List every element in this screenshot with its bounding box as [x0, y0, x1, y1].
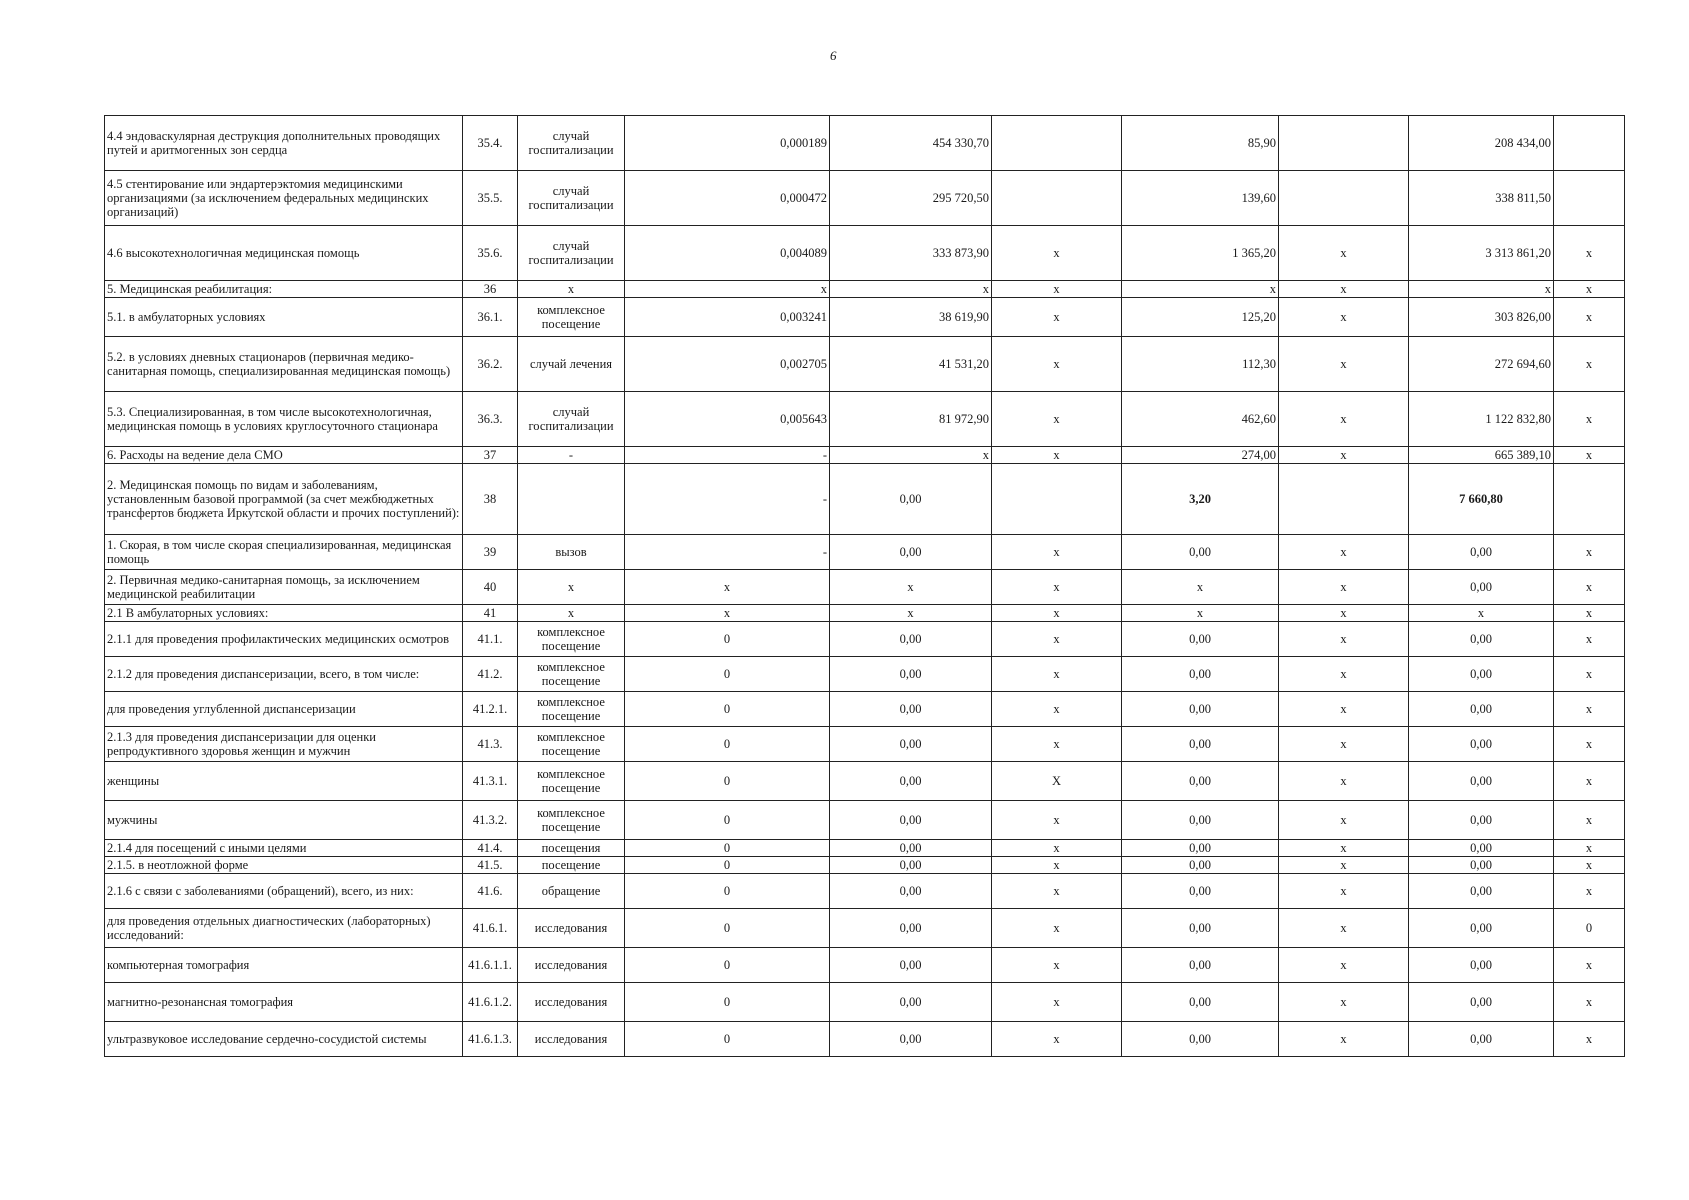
row-name-cell: 2. Первичная медико-санитарная помощь, за исключением медицинской реабилитации [105, 570, 463, 605]
row-name-cell: 2.1.1 для проведения профилактических медицинских осмотров [105, 622, 463, 657]
row-value-cell: х [830, 447, 992, 464]
row-code-cell: 41.6.1.2. [463, 983, 518, 1022]
row-value-cell: х [1279, 298, 1409, 337]
row-value-cell: х [1279, 840, 1409, 857]
row-code-cell: 41.3.2. [463, 801, 518, 840]
row-value-cell: 0,00 [1409, 840, 1554, 857]
row-name-cell: компьютерная томография [105, 948, 463, 983]
row-value-cell: 0,00 [830, 909, 992, 948]
row-value-cell [1554, 116, 1625, 171]
row-value-cell: 0,00 [830, 801, 992, 840]
row-value-cell: 0,00 [1409, 570, 1554, 605]
row-name-cell: 5.3. Специализированная, в том числе высокотехнологичная, медицинская помощь в условиях круглосуточного стационара [105, 392, 463, 447]
row-unit-cell: случай госпитализации [518, 116, 625, 171]
row-value-cell: 0,00 [1409, 948, 1554, 983]
table-row [105, 657, 1625, 692]
row-unit-cell: комплексное посещение [518, 692, 625, 727]
table-row [105, 874, 1625, 909]
row-value-cell: 0,003241 [625, 298, 830, 337]
row-value-cell: х [1554, 570, 1625, 605]
row-value-cell: 0,00 [1122, 983, 1279, 1022]
row-unit-cell: случай госпитализации [518, 226, 625, 281]
row-value-cell: 0 [625, 1022, 830, 1057]
table-row [105, 727, 1625, 762]
row-value-cell: 0,00 [1122, 762, 1279, 801]
row-value-cell: 0,00 [1409, 857, 1554, 874]
row-code-cell: 41.2. [463, 657, 518, 692]
row-value-cell: х [830, 281, 992, 298]
row-value-cell: 303 826,00 [1409, 298, 1554, 337]
table-row [105, 116, 1625, 171]
row-value-cell: 3 313 861,20 [1409, 226, 1554, 281]
table-row [105, 622, 1625, 657]
row-value-cell: х [625, 605, 830, 622]
row-value-cell: 0,00 [1409, 909, 1554, 948]
row-value-cell [992, 464, 1122, 535]
row-value-cell: х [1409, 281, 1554, 298]
row-unit-cell: исследования [518, 948, 625, 983]
table-row [105, 692, 1625, 727]
row-code-cell: 41.6.1.3. [463, 1022, 518, 1057]
row-value-cell: 0,00 [1122, 1022, 1279, 1057]
row-value-cell: х [1279, 1022, 1409, 1057]
row-value-cell: х [1279, 909, 1409, 948]
row-value-cell: 454 330,70 [830, 116, 992, 171]
table-row [105, 392, 1625, 447]
table-row [105, 337, 1625, 392]
row-value-cell: 665 389,10 [1409, 447, 1554, 464]
row-value-cell: 81 972,90 [830, 392, 992, 447]
row-value-cell: 112,30 [1122, 337, 1279, 392]
table-row [105, 535, 1625, 570]
row-name-cell: 4.6 высокотехнологичная медицинская помощь [105, 226, 463, 281]
row-name-cell: для проведения отдельных диагностических (лабораторных) исследований: [105, 909, 463, 948]
row-value-cell: х [1554, 622, 1625, 657]
row-value-cell: х [1279, 605, 1409, 622]
table-row [105, 226, 1625, 281]
row-value-cell: х [1554, 298, 1625, 337]
row-unit-cell: случай лечения [518, 337, 625, 392]
row-value-cell [1554, 464, 1625, 535]
table-row [105, 762, 1625, 801]
row-value-cell: х [830, 605, 992, 622]
row-code-cell: 36.1. [463, 298, 518, 337]
row-unit-cell: комплексное посещение [518, 622, 625, 657]
row-unit-cell: комплексное посещение [518, 727, 625, 762]
row-value-cell: - [625, 447, 830, 464]
row-value-cell: 0,00 [1409, 1022, 1554, 1057]
row-value-cell: 0,000189 [625, 116, 830, 171]
row-code-cell: 36.2. [463, 337, 518, 392]
row-value-cell: х [992, 570, 1122, 605]
row-value-cell: х [1279, 392, 1409, 447]
row-value-cell: - [625, 464, 830, 535]
row-unit-cell: комплексное посещение [518, 298, 625, 337]
row-value-cell: 333 873,90 [830, 226, 992, 281]
row-name-cell: 2.1.4 для посещений с иными целями [105, 840, 463, 857]
row-code-cell: 41.5. [463, 857, 518, 874]
row-value-cell: х [992, 909, 1122, 948]
row-value-cell: х [992, 298, 1122, 337]
row-value-cell: 0,00 [1122, 840, 1279, 857]
row-value-cell: 0,00 [1409, 874, 1554, 909]
row-value-cell [1279, 464, 1409, 535]
row-value-cell [992, 171, 1122, 226]
row-value-cell: х [1554, 874, 1625, 909]
row-unit-cell: комплексное посещение [518, 657, 625, 692]
row-value-cell: х [1554, 535, 1625, 570]
row-value-cell: х [1122, 570, 1279, 605]
row-value-cell: 0,00 [830, 535, 992, 570]
row-name-cell: женщины [105, 762, 463, 801]
row-value-cell: х [1279, 983, 1409, 1022]
row-value-cell: х [992, 535, 1122, 570]
row-value-cell: х [1554, 226, 1625, 281]
row-value-cell [992, 116, 1122, 171]
row-value-cell: х [1279, 801, 1409, 840]
table-row [105, 447, 1625, 464]
row-value-cell: 0 [625, 909, 830, 948]
row-value-cell: - [625, 535, 830, 570]
row-value-cell: х [1279, 535, 1409, 570]
table-row [105, 570, 1625, 605]
row-value-cell: 0 [625, 840, 830, 857]
row-value-cell: 0,00 [830, 840, 992, 857]
table-row [105, 1022, 1625, 1057]
row-value-cell: 38 619,90 [830, 298, 992, 337]
row-value-cell: х [1279, 727, 1409, 762]
row-value-cell: 0 [625, 857, 830, 874]
row-value-cell: х [1279, 226, 1409, 281]
row-code-cell: 41.6.1. [463, 909, 518, 948]
row-name-cell: 4.4 эндоваскулярная деструкция дополнительных проводящих путей и аритмогенных зон сердца [105, 116, 463, 171]
row-code-cell: 39 [463, 535, 518, 570]
table-row [105, 983, 1625, 1022]
row-value-cell: 0,00 [1409, 727, 1554, 762]
row-value-cell: х [992, 1022, 1122, 1057]
row-code-cell: 41.3.1. [463, 762, 518, 801]
row-value-cell: 0,00 [1122, 874, 1279, 909]
row-value-cell: 0 [625, 727, 830, 762]
row-value-cell: х [992, 840, 1122, 857]
row-code-cell: 41.6.1.1. [463, 948, 518, 983]
row-value-cell: 1 122 832,80 [1409, 392, 1554, 447]
row-code-cell: 40 [463, 570, 518, 605]
row-name-cell: ультразвуковое исследование сердечно-сосудистой системы [105, 1022, 463, 1057]
row-value-cell: 0,00 [1122, 948, 1279, 983]
row-unit-cell: посещения [518, 840, 625, 857]
row-value-cell: 0,00 [1409, 535, 1554, 570]
row-value-cell: х [1122, 281, 1279, 298]
row-value-cell: 0 [625, 874, 830, 909]
row-value-cell: х [992, 622, 1122, 657]
row-code-cell: 36.3. [463, 392, 518, 447]
row-code-cell: 38 [463, 464, 518, 535]
row-code-cell: 37 [463, 447, 518, 464]
row-value-cell: 0,00 [1122, 801, 1279, 840]
row-value-cell: 0 [625, 948, 830, 983]
table-row [105, 857, 1625, 874]
row-code-cell: 41.4. [463, 840, 518, 857]
row-value-cell: 0,00 [830, 762, 992, 801]
row-value-cell: 7 660,80 [1409, 464, 1554, 535]
row-value-cell: 0,00 [1409, 692, 1554, 727]
table-row [105, 801, 1625, 840]
row-name-cell: 5. Медицинская реабилитация: [105, 281, 463, 298]
row-value-cell: 0,00 [830, 727, 992, 762]
row-value-cell: х [1554, 948, 1625, 983]
row-code-cell: 36 [463, 281, 518, 298]
row-value-cell: х [992, 692, 1122, 727]
row-value-cell: х [1279, 281, 1409, 298]
row-code-cell: 35.6. [463, 226, 518, 281]
table-body [105, 116, 1625, 1057]
table-row [105, 948, 1625, 983]
row-value-cell: х [830, 570, 992, 605]
row-value-cell: 0,00 [1409, 657, 1554, 692]
row-name-cell: 2.1 В амбулаторных условиях: [105, 605, 463, 622]
row-value-cell: х [1279, 857, 1409, 874]
row-unit-cell: случай госпитализации [518, 171, 625, 226]
row-value-cell: 0,00 [1122, 727, 1279, 762]
row-value-cell: 295 720,50 [830, 171, 992, 226]
row-value-cell: х [992, 983, 1122, 1022]
row-value-cell: х [1554, 1022, 1625, 1057]
row-value-cell: х [1554, 281, 1625, 298]
row-value-cell: 0,00 [830, 464, 992, 535]
table-row [105, 298, 1625, 337]
table-row [105, 281, 1625, 298]
row-value-cell: х [992, 857, 1122, 874]
row-unit-cell: обращение [518, 874, 625, 909]
row-value-cell: х [1279, 622, 1409, 657]
table-row [105, 840, 1625, 857]
row-name-cell: 1. Скорая, в том числе скорая специализированная, медицинская помощь [105, 535, 463, 570]
row-unit-cell: исследования [518, 1022, 625, 1057]
row-value-cell: х [1554, 983, 1625, 1022]
row-value-cell: 0 [1554, 909, 1625, 948]
row-unit-cell: посещение [518, 857, 625, 874]
row-value-cell: х [992, 948, 1122, 983]
row-name-cell: для проведения углубленной диспансеризации [105, 692, 463, 727]
row-value-cell: х [1554, 692, 1625, 727]
row-value-cell [1279, 116, 1409, 171]
row-value-cell: 85,90 [1122, 116, 1279, 171]
table-row [105, 909, 1625, 948]
row-code-cell: 41 [463, 605, 518, 622]
row-value-cell: 338 811,50 [1409, 171, 1554, 226]
row-value-cell: X [992, 762, 1122, 801]
row-name-cell: магнитно-резонансная томография [105, 983, 463, 1022]
row-value-cell: 3,20 [1122, 464, 1279, 535]
row-value-cell: 208 434,00 [1409, 116, 1554, 171]
row-value-cell: 0,00 [1409, 801, 1554, 840]
row-value-cell: х [1554, 801, 1625, 840]
row-code-cell: 41.3. [463, 727, 518, 762]
row-code-cell: 41.1. [463, 622, 518, 657]
row-value-cell: х [992, 392, 1122, 447]
row-code-cell: 35.4. [463, 116, 518, 171]
row-value-cell: 0,00 [830, 657, 992, 692]
row-value-cell: х [1279, 762, 1409, 801]
row-value-cell: х [1554, 337, 1625, 392]
row-value-cell: х [1279, 337, 1409, 392]
row-unit-cell: комплексное посещение [518, 762, 625, 801]
row-value-cell: 462,60 [1122, 392, 1279, 447]
row-value-cell: х [1554, 857, 1625, 874]
row-code-cell: 35.5. [463, 171, 518, 226]
row-value-cell: х [992, 337, 1122, 392]
row-unit-cell: - [518, 447, 625, 464]
row-value-cell: 0 [625, 692, 830, 727]
page-number: 6 [830, 48, 837, 63]
row-value-cell: 0,00 [830, 692, 992, 727]
row-code-cell: 41.6. [463, 874, 518, 909]
row-value-cell: 0,00 [830, 857, 992, 874]
row-value-cell: 139,60 [1122, 171, 1279, 226]
row-unit-cell: исследования [518, 983, 625, 1022]
row-value-cell: 0,00 [1122, 857, 1279, 874]
row-name-cell: 6. Расходы на ведение дела СМО [105, 447, 463, 464]
row-value-cell: х [1554, 762, 1625, 801]
row-name-cell: 2.1.5. в неотложной форме [105, 857, 463, 874]
row-value-cell: 0,005643 [625, 392, 830, 447]
row-value-cell: х [625, 570, 830, 605]
row-name-cell: 2.1.6 с связи с заболеваниями (обращений), всего, из них: [105, 874, 463, 909]
row-value-cell: 0,00 [1122, 622, 1279, 657]
row-unit-cell: исследования [518, 909, 625, 948]
row-value-cell: 0 [625, 657, 830, 692]
row-name-cell: 5.1. в амбулаторных условиях [105, 298, 463, 337]
row-unit-cell: случай госпитализации [518, 392, 625, 447]
row-value-cell: 0 [625, 983, 830, 1022]
row-unit-cell: х [518, 605, 625, 622]
row-value-cell: 0,00 [830, 1022, 992, 1057]
row-name-cell: 4.5 стентирование или эндартерэктомия медицинскими организациями (за исключением федеральных медицинских организаций) [105, 171, 463, 226]
row-value-cell: 0,00 [1409, 983, 1554, 1022]
row-name-cell: 5.2. в условиях дневных стационаров (первичная медико-санитарная помощь, специализированная медицинская помощь) [105, 337, 463, 392]
row-value-cell: х [992, 727, 1122, 762]
row-value-cell: 0,00 [1122, 657, 1279, 692]
row-value-cell: 0,002705 [625, 337, 830, 392]
row-value-cell: 0,00 [1409, 762, 1554, 801]
row-value-cell: х [1279, 692, 1409, 727]
row-unit-cell: х [518, 281, 625, 298]
row-value-cell: х [625, 281, 830, 298]
row-value-cell: х [1554, 840, 1625, 857]
row-value-cell: 0 [625, 762, 830, 801]
row-name-cell: 2. Медицинская помощь по видам и заболеваниям, установленным базовой программой (за счет межбюджетных трансфертов бюджета Иркутской области и прочих поступлений): [105, 464, 463, 535]
row-value-cell: х [992, 226, 1122, 281]
table-row [105, 605, 1625, 622]
row-value-cell: 0,00 [1409, 622, 1554, 657]
cost-table [104, 115, 1625, 1057]
row-value-cell: х [1409, 605, 1554, 622]
row-value-cell: х [992, 447, 1122, 464]
row-value-cell: х [1554, 605, 1625, 622]
row-value-cell: 0,000472 [625, 171, 830, 226]
row-value-cell: 0,00 [830, 874, 992, 909]
row-value-cell: х [992, 657, 1122, 692]
row-value-cell: х [992, 605, 1122, 622]
row-value-cell: 274,00 [1122, 447, 1279, 464]
row-value-cell: 0,00 [830, 948, 992, 983]
table-row [105, 171, 1625, 226]
row-value-cell: 0,004089 [625, 226, 830, 281]
row-value-cell: 125,20 [1122, 298, 1279, 337]
row-value-cell: 1 365,20 [1122, 226, 1279, 281]
row-value-cell: х [1554, 657, 1625, 692]
row-unit-cell: х [518, 570, 625, 605]
table-row [105, 464, 1625, 535]
row-name-cell: мужчины [105, 801, 463, 840]
row-value-cell: х [1554, 392, 1625, 447]
row-value-cell: х [1279, 657, 1409, 692]
row-value-cell: 0,00 [1122, 535, 1279, 570]
row-value-cell: х [1279, 447, 1409, 464]
row-value-cell: х [1554, 447, 1625, 464]
row-value-cell: х [1279, 570, 1409, 605]
row-value-cell: х [1122, 605, 1279, 622]
row-value-cell: 0,00 [830, 983, 992, 1022]
row-name-cell: 2.1.3 для проведения диспансеризации для оценки репродуктивного здоровья женщин и мужчин [105, 727, 463, 762]
row-value-cell: х [1554, 727, 1625, 762]
row-unit-cell: вызов [518, 535, 625, 570]
row-unit-cell [518, 464, 625, 535]
row-value-cell [1554, 171, 1625, 226]
row-value-cell: х [1279, 948, 1409, 983]
row-value-cell: 0 [625, 801, 830, 840]
row-value-cell: 0,00 [1122, 692, 1279, 727]
row-value-cell: 0 [625, 622, 830, 657]
row-code-cell: 41.2.1. [463, 692, 518, 727]
row-value-cell: х [992, 874, 1122, 909]
row-value-cell: х [1279, 874, 1409, 909]
row-value-cell: 0,00 [830, 622, 992, 657]
row-value-cell: х [992, 281, 1122, 298]
row-value-cell: 0,00 [1122, 909, 1279, 948]
row-value-cell: 272 694,60 [1409, 337, 1554, 392]
row-value-cell [1279, 171, 1409, 226]
row-unit-cell: комплексное посещение [518, 801, 625, 840]
row-value-cell: х [992, 801, 1122, 840]
row-value-cell: 41 531,20 [830, 337, 992, 392]
row-name-cell: 2.1.2 для проведения диспансеризации, всего, в том числе: [105, 657, 463, 692]
